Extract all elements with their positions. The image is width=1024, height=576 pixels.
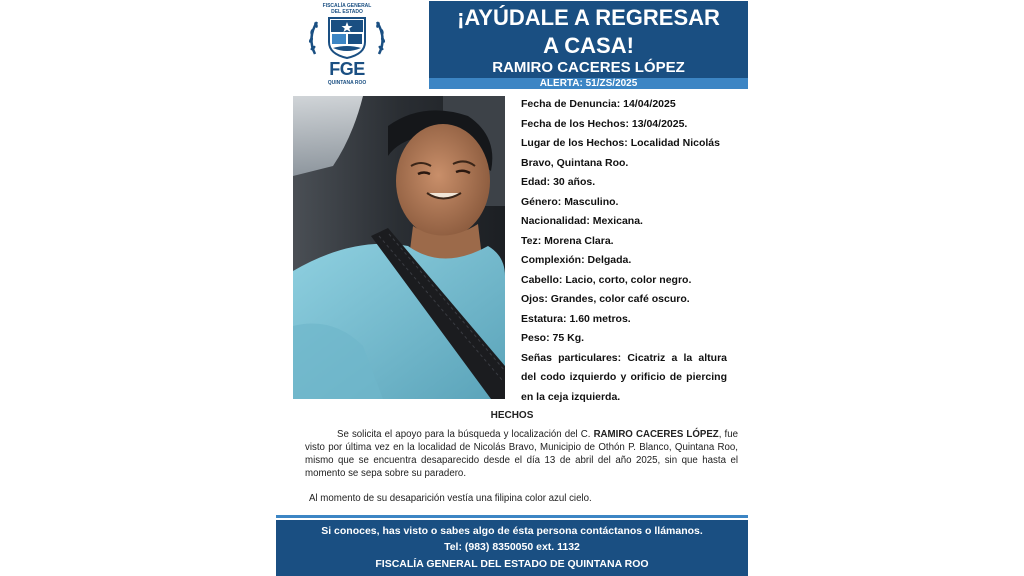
detail-value: 13/04/2025. bbox=[631, 117, 688, 130]
person-photo bbox=[293, 96, 505, 399]
headline-line2: A CASA! bbox=[543, 33, 634, 58]
missing-person-name: RAMIRO CACERES LÓPEZ bbox=[492, 59, 685, 76]
hechos-body: , fue visto por última vez en la localidad de Nicolás Bravo, Municipio de Othón P. Blanco, Quintana Roo, mismo que se encuentra desaparecido desde el día 13 de abril del año 2025, sin que hasta el momento se sepa sobre su paradero. bbox=[305, 429, 738, 479]
detail-label: Estatura: bbox=[521, 312, 567, 325]
footer-call-to-action: Si conoces, has visto o sabes algo de ésta persona contáctanos o llámanos. bbox=[321, 525, 703, 537]
detail-value: 75 Kg. bbox=[552, 332, 585, 344]
hechos-intro: Se solicita el apoyo para la búsqueda y localización del C. bbox=[337, 429, 591, 440]
detail-value: 14/04/2025 bbox=[623, 98, 676, 110]
detail-label: Peso: bbox=[521, 332, 550, 344]
person-portrait-image bbox=[293, 96, 505, 399]
detail-label: Complexión: bbox=[521, 254, 585, 266]
fge-logo bbox=[276, 0, 418, 92]
hechos-title: HECHOS bbox=[490, 410, 534, 421]
missing-person-poster bbox=[276, 0, 748, 576]
detail-ojos bbox=[521, 290, 727, 310]
detail-estatura bbox=[521, 310, 727, 330]
logo-acronym: FGE bbox=[329, 59, 365, 79]
detail-value: Localidad Nicolás Bravo, Quintana Roo. bbox=[521, 137, 720, 169]
headline-line1: ¡AYÚDALE A REGRESAR bbox=[457, 5, 720, 30]
detail-label: Tez: bbox=[521, 234, 542, 247]
detail-value: Grandes, color café oscuro. bbox=[550, 293, 690, 305]
detail-tez bbox=[521, 232, 727, 252]
detail-lugar-hechos bbox=[521, 134, 727, 173]
logo-state: QUINTANA ROO bbox=[327, 80, 367, 86]
detail-fecha-hechos bbox=[521, 115, 727, 135]
detail-label: Fecha de Denuncia: bbox=[521, 98, 621, 110]
footer-organization: FISCALÍA GENERAL DEL ESTADO DE QUINTANA ROO bbox=[375, 558, 649, 570]
detail-edad bbox=[521, 173, 727, 193]
detail-label: Género: bbox=[521, 195, 562, 208]
header-banner bbox=[429, 1, 748, 86]
hechos-person-name: RAMIRO CACERES LÓPEZ bbox=[593, 429, 719, 440]
detail-label: Señas particulares: bbox=[521, 351, 622, 364]
detail-label: Ojos: bbox=[521, 293, 548, 305]
contact-footer bbox=[276, 520, 748, 576]
detail-label: Lugar de los Hechos: bbox=[521, 137, 628, 149]
detail-complexion bbox=[521, 251, 727, 271]
detail-nacionalidad bbox=[521, 212, 727, 232]
alert-number: ALERTA: 51/ZS/2025 bbox=[429, 78, 748, 89]
footer-divider bbox=[276, 515, 748, 518]
detail-label: Nacionalidad: bbox=[521, 215, 590, 227]
detail-value: 30 años. bbox=[553, 176, 596, 188]
detail-senas-particulares bbox=[521, 349, 727, 408]
detail-value: Masculino. bbox=[564, 195, 619, 208]
detail-peso bbox=[521, 329, 727, 349]
detail-label: Edad: bbox=[521, 176, 551, 188]
detail-cabello bbox=[521, 271, 727, 291]
logo-org-line2: DEL ESTADO bbox=[331, 9, 363, 15]
hechos-paragraph bbox=[305, 428, 738, 480]
detail-value: Mexicana. bbox=[592, 215, 643, 227]
hechos-clothing: Al momento de su desaparición vestía una filipina color azul cielo. bbox=[309, 493, 592, 504]
detail-value: Cicatriz a la altura del codo izquierdo y orificio de piercing en la ceja izquierda. bbox=[521, 351, 728, 403]
detail-fecha-denuncia bbox=[521, 95, 727, 115]
detail-label: Fecha de los Hechos: bbox=[521, 117, 629, 130]
detail-value: 1.60 metros. bbox=[569, 312, 631, 325]
footer-phone: Tel: (983) 8350050 ext. 1132 bbox=[444, 541, 580, 553]
detail-genero bbox=[521, 193, 727, 213]
logo-org-line1: FISCALÍA GENERAL bbox=[322, 3, 372, 9]
detail-value: Morena Clara. bbox=[544, 234, 614, 247]
shield-emblem-icon bbox=[305, 14, 389, 60]
person-details bbox=[521, 95, 727, 407]
detail-value: Lacio, corto, color negro. bbox=[565, 273, 692, 286]
detail-label: Cabello: bbox=[521, 273, 563, 286]
detail-value: Delgada. bbox=[587, 254, 632, 266]
